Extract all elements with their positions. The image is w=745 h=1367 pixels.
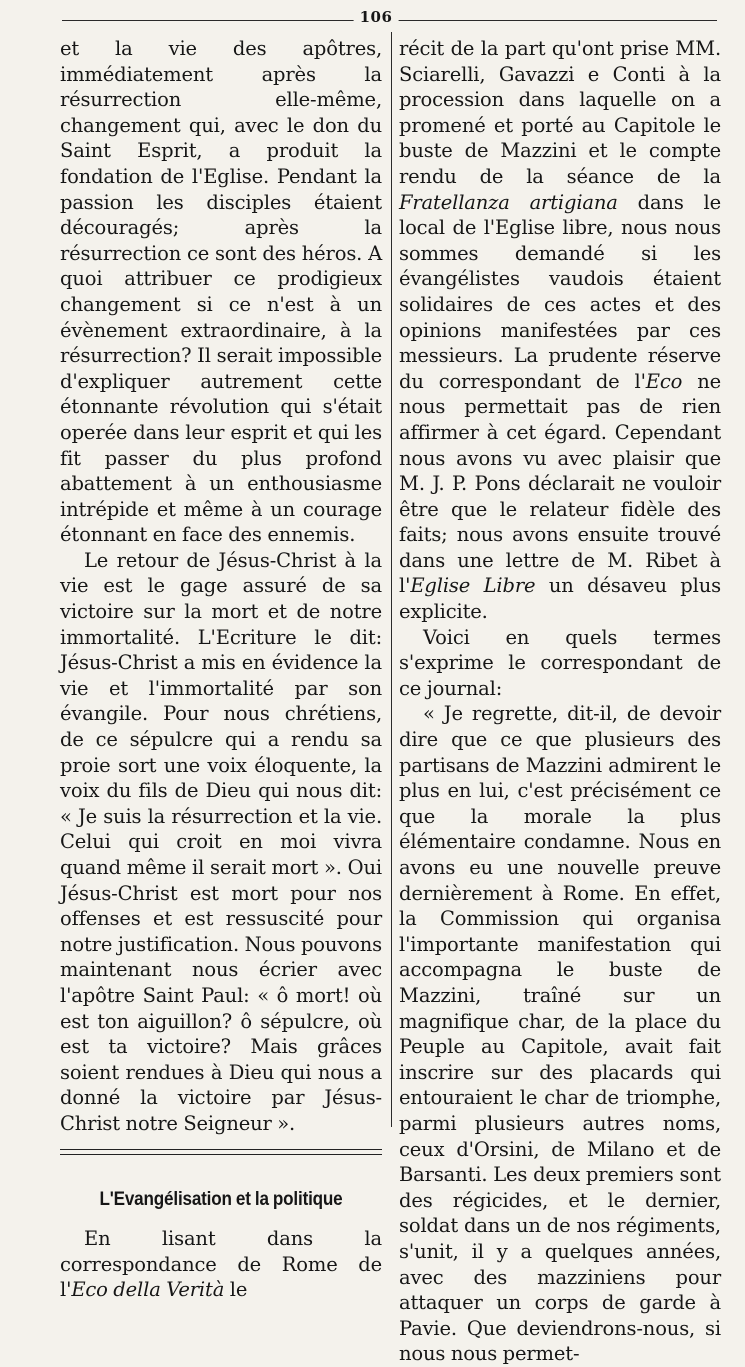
right-p1-text-d: un désaveu plus explicite. [399,574,721,624]
section-intro-text-end: le [224,1278,248,1302]
right-p1-text-c: ne nous permettait pas de rien affirmer à cet égard. Cependant nous avons vu avec plaisir que M. J. P. Pons déclarait ne vouloir être que le relateur fidèle des faits; nous avons ensuite trouvé dans une lettre de M. Ribet à l' [399,369,721,598]
right-p1-text-a: récit de la part qu'ont prise MM. Sciarelli, Gavazzi e Conti à la procession dans laquelle on a promené et porté au Capitole le buste de Mazzini et le compte rendu de la séance de la [399,37,721,188]
right-p1-text-b: dans le local de l'Eglise libre, nous nous sommes demandé si les évangélistes vaudois étaient solidaires de ces actes et des opinions manifestées par ces messieurs. La prudente réserve du correspondant de l' [399,190,721,393]
right-p1-italic-1: Fratellanza artigiana [399,190,618,214]
left-paragraph-2: Le retour de Jésus-Christ à la vie est le gage assuré de sa victoire sur la mort et de notre immortalité. L'Ecriture le dit: Jésus-Christ a mis en évidence la vie et l'immortalité par son évangile. Pour nous chrétiens, de ce sépulcre qui a rendu sa proie sort une voix éloquente, la voix du fils de Dieu qui nous dit: « Je suis la résurrection et la vie. Celui qui croit en moi vivra quand même il serait mort ». Oui Jésus-Christ est mort pour nos offenses et est ressuscité pour notre justification. Nous pouvons maintenant nous écrier avec l'apôtre Saint Paul: « ô mort! où est ton aiguillon? ô sépulcre, où est ta victoire? Mais grâces soient rendues à Dieu qui nous a donné la victoire par Jésus-Christ notre Seigneur ». [60,548,382,1135]
left-column [60,36,382,1303]
right-column [399,36,721,1367]
right-paragraph-2: Voici en quels termes s'exprime le correspondant de ce journal: [399,625,721,700]
right-p1-italic-2: Eco [645,369,683,393]
left-paragraph-1: et la vie des apôtres, immédiatement après la résurrection elle-même, changement qui, avec le don du Saint Esprit, a produit la fondation de l'Eglise. Pendant la passion les disciples étaient découragés; après la résurrection ce sont des héros. A quoi attribuer ce prodigieux changement si ce n'est à un évènement extraordinaire, à la résurrection? Il serait impossible d'expliquer autrement cette étonnante révolution qui s'était operée dans leur esprit et qui les fit passer du plus profond abattement à un enthousiasme intrépide et même à un courage étonnant en face des ennemis. [60,37,382,547]
column-divider [391,32,392,1127]
right-paragraph-3: « Je regrette, dit-il, de devoir dire que ce que plusieurs des partisans de Mazzini admirent le plus en lui, c'est précisément ce que la morale la plus élémentaire condamne. Nous en avons eu une nouvelle preuve dernièrement à Rome. En effet, la Commission qui organisa l'importante manifestation qui accompagna le buste de Mazzini, traîné sur un magnifique char, de la place du Peuple au Capitole, avait fait inscrire sur des placards qui entouraient le char de triomphe, parmi plusieurs autres noms, ceux d'Orsini, de Milano et de Barsanti. Les deux premiers sont des régicides, et le dernier, soldat dans un de nos régiments, s'unit, il y a quelques années, avec des mazziniens pour attaquer un corps de garde à Pavie. Que deviendrons-nous, si nous nous permet- [399,702,721,1366]
section-intro [60,1226,382,1303]
section-intro-text: En lisant dans la correspondance de Rome de l' [60,1227,382,1302]
page-number: 106 [354,8,399,26]
section-separator [60,1149,382,1155]
right-p1-italic-3: Eglise Libre [410,574,536,598]
section-intro-journal: Eco della Verità [71,1278,225,1302]
right-paragraph-1 [399,36,721,625]
section-title: L'Evangélisation et la politique [99,1188,343,1210]
